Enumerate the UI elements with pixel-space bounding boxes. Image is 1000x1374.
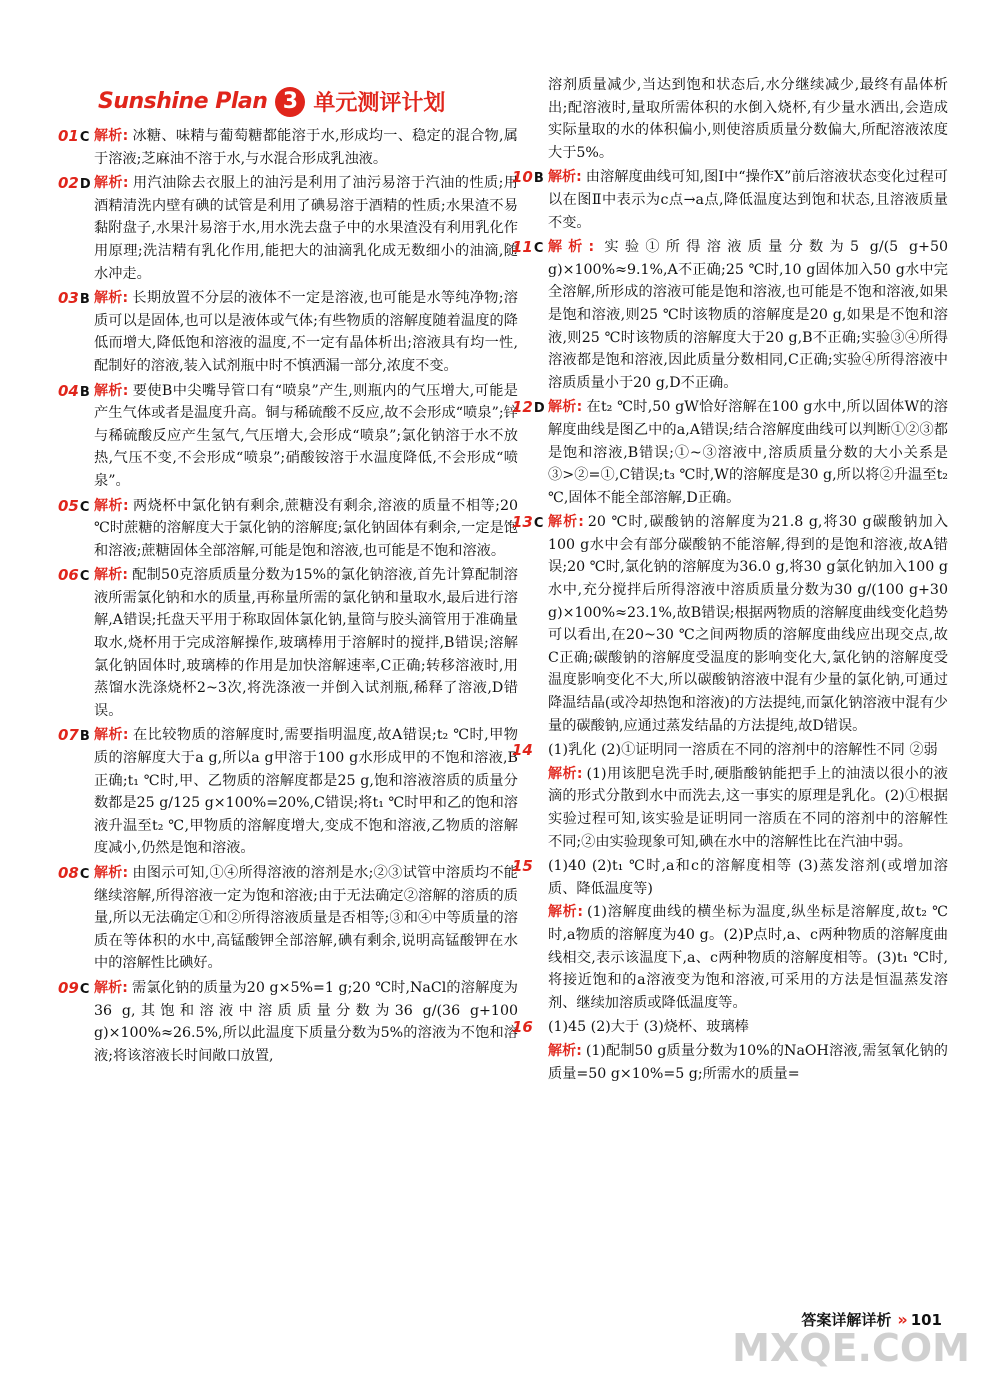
question-number-text: 06 xyxy=(58,566,79,585)
question-number xyxy=(512,166,544,191)
answer-letter: C xyxy=(79,130,90,145)
question-number-text: 12 xyxy=(512,398,533,417)
section-title: 单元测评计划 xyxy=(313,91,446,116)
analysis-label: 解析: xyxy=(548,904,583,921)
analysis-label: 解析: xyxy=(548,514,584,531)
answer-text: 两烧杯中氯化钠有剩余,蔗糖没有剩余,溶液的质量不相等;20 ℃时蔗糖的溶解度大于氯化钠的溶解度;氯化钠固体有剩余,一定是饱和溶液;蔗糖固体全部溶解,可能是饱和溶液,也可能是不饱和溶液。 xyxy=(94,497,518,559)
answer-letter: C xyxy=(533,516,544,532)
answer-letter: C xyxy=(533,241,544,257)
answer-item xyxy=(512,511,948,737)
question-number-text: 10 xyxy=(512,168,533,187)
question-number-text: 03 xyxy=(58,289,79,308)
answer-text: 用汽油除去衣服上的油污是利用了油污易溶于汽油的性质;用酒精清洗内壁有碘的试管是利用了碘易溶于酒精的性质;水果渣不易黏附盘子,水果汁易溶于水,用水洗去盘子中的水果渣没有利用乳化作用原理;洗洁精有乳化作用,能把大的油滴乳化成无数细小的油滴,随水冲走。 xyxy=(94,175,518,282)
left-column xyxy=(58,86,518,1069)
analysis-label: 解析: xyxy=(548,239,595,256)
plan-number-badge: 3 xyxy=(275,87,305,117)
analysis-block xyxy=(548,763,948,853)
question-number xyxy=(512,855,533,878)
question-number xyxy=(58,125,89,150)
answer-letter: D xyxy=(533,401,545,417)
answer-item xyxy=(512,236,948,394)
analysis-label: 解析: xyxy=(94,382,129,399)
analysis-block xyxy=(548,1040,948,1085)
analysis-label: 解析: xyxy=(94,979,128,996)
analysis-label: 解析: xyxy=(548,1042,582,1059)
answer-text: 由溶解度曲线可知,图Ⅰ中“操作X”前后溶液状态变化过程可以在图Ⅱ中表示为c点→a点,降低温度达到饱和状态,且溶液质量不变。 xyxy=(548,169,948,231)
analysis-text: (1)溶解度曲线的横坐标为温度,纵坐标是溶解度,故t₂ ℃时,a物质的溶解度为40 g。(2)P点时,a、c两种物质的溶解度曲线相交,表示该温度下,a、c两种物质的溶解度相等。(3)t₁ ℃时,将接近饱和的a溶液变为饱和溶液,可采用的方法是恒温蒸发溶剂、继续加溶质或降低温度等。 xyxy=(548,904,948,1011)
section-header xyxy=(98,86,518,117)
answer-letter: B xyxy=(79,729,90,745)
brand-title: Sunshine Plan xyxy=(98,89,268,114)
answer-text: 长期放置不分层的液体不一定是溶液,也可能是水等纯净物;溶质可以是固体,也可以是液体或气体;有些物质的溶解度随着温度的降低而增大,降低饱和溶液的温度,不一定有晶体析出;溶液具有均一性,配制好的溶液,装入试剂瓶中时不慎洒漏一部分,浓度不变。 xyxy=(94,290,518,374)
answer-text: 实验①所得溶液质量分数为5 g/(5 g+50 g)×100%≈9.1%,A不正确;25 ℃时,10 g固体加入50 g水中完全溶解,所形成的溶液可能是饱和溶液,也可能是不饱和溶液,如果是饱和溶液,则25 ℃时该物质的溶解度是20 g,如果是不饱和溶液,则25 ℃时该物质的溶解度大于20 g,B不正确;实验③④所得溶液都是饱和溶液,因此质量分数相同,C正确;实验④所得溶液中溶质质量小于20 g,D不正确。 xyxy=(548,239,948,391)
question-number xyxy=(512,739,533,762)
question-number xyxy=(58,977,89,1002)
answer-letter: C xyxy=(79,499,90,515)
answer-letter: B xyxy=(79,292,90,308)
answer-item xyxy=(58,564,518,722)
question-number-text: 01 xyxy=(58,127,79,145)
double-arrow-icon: » xyxy=(897,1310,905,1329)
left-answer-list xyxy=(58,125,518,1067)
question-number xyxy=(512,236,543,261)
answer-item xyxy=(512,166,948,234)
question-number xyxy=(512,396,545,421)
question-number-text: 02 xyxy=(58,174,79,193)
question-number xyxy=(58,172,91,197)
analysis-label: 解析: xyxy=(548,169,582,186)
question-number-text: 07 xyxy=(58,726,79,745)
analysis-label: 解析: xyxy=(548,399,583,416)
question-number-text: 11 xyxy=(512,238,533,257)
answer-item xyxy=(58,724,518,860)
answer-text: 需氯化钠的质量为20 g×5%=1 g;20 ℃时,NaCl的溶解度为36 g,其饱和溶液中溶质质量分数为36 g/(36 g+100 g)×100%≈26.5%,所以此温度下质量分数为5%的溶液为不饱和溶液;将该溶液长时间敞口放置, xyxy=(94,979,518,1064)
analysis-text: (1)配制50 g质量分数为10%的NaOH溶液,需氢氧化钠的质量=50 g×10%=5 g;所需水的质量= xyxy=(548,1042,948,1082)
analysis-label: 解析: xyxy=(94,865,129,881)
analysis-label: 解析: xyxy=(94,290,129,307)
answer-text: (1)40 (2)t₁ ℃时,a和c的溶解度相等 (3)蒸发溶剂(或增加溶质、降低温度等) xyxy=(548,858,948,897)
answer-letter: C xyxy=(79,867,90,882)
watermark xyxy=(732,1328,970,1368)
analysis-block xyxy=(548,901,948,1014)
analysis-label: 解析: xyxy=(94,497,129,514)
question-number xyxy=(512,1016,533,1039)
answer-text: (1)乳化 (2)①证明同一溶质在不同的溶剂中的溶解性不同 ②弱 xyxy=(548,742,938,759)
answer-item xyxy=(512,74,948,164)
answer-letter: B xyxy=(533,171,544,187)
answer-letter: C xyxy=(79,569,90,585)
answer-text: 由图示可知,①④所得溶液的溶剂是水;②③试管中溶质均不能继续溶解,所得溶液一定为饱和溶液;由于无法确定②溶解的溶质的质量,所以无法确定①和②所得溶液质量是否相等;③和④中等质量的溶质在等体积的水中,高锰酸钾全部溶解,碘有剩余,说明高锰酸钾在水中的溶解性比碘好。 xyxy=(94,865,518,972)
question-number xyxy=(58,495,89,520)
answer-item xyxy=(58,862,518,975)
answer-item xyxy=(58,172,518,285)
answer-letter: D xyxy=(79,177,91,193)
question-number-text: 09 xyxy=(58,978,79,997)
answer-item xyxy=(512,396,948,509)
footer-label: 答案详解详析 xyxy=(801,1311,892,1329)
answer-text: 在比较物质的溶解度时,需要指明温度,故A错误;t₂ ℃时,甲物质的溶解度大于a g,所以a g甲溶于100 g水形成甲的不饱和溶液,B正确;t₁ ℃时,甲、乙物质的溶解度都是25 g,饱和溶液溶质的质量分数都是25 g/125 g×100%=20%,C错误;将t₁ ℃时甲和乙的饱和溶液升温至t₂ ℃,甲物质的溶解度增大,变成不饱和溶液,乙物质的溶解度减小,仍然是饱和溶液。 xyxy=(94,727,518,857)
answer-item xyxy=(58,380,518,493)
question-number-text: 05 xyxy=(58,496,79,515)
answer-text: 要使B中尖嘴导管口有“喷泉”产生,则瓶内的气压增大,可能是产生气体或者是温度升高。铜与稀硫酸不反应,故不会形成“喷泉”;锌与稀硫酸反应产生氢气,气压增大,会形成“喷泉”;氯化钠溶于水不放热,气压不变,不会形成“喷泉”;硝酸铵溶于水温度降低,不会形成“喷泉”。 xyxy=(94,382,518,489)
answer-item xyxy=(512,739,948,853)
answer-item xyxy=(58,495,518,563)
question-number-text: 13 xyxy=(512,513,533,532)
question-number-text: 08 xyxy=(58,864,79,882)
analysis-label: 解析: xyxy=(94,175,129,192)
analysis-label: 解析: xyxy=(94,567,129,584)
answer-letter: C xyxy=(79,981,90,997)
answer-text: 在t₂ ℃时,50 gW恰好溶解在100 g水中,所以固体W的溶解度曲线是图乙中的a,A错误;结合溶解度曲线可以判断①②③都是饱和溶液,B错误;①~③溶液中,溶质质量分数的大小关系是③>②=①,C错误;t₃ ℃时,W的溶解度是30 g,所以将②升温至t₂ ℃,固体不能全部溶解,D正确。 xyxy=(548,399,948,506)
answer-text: 溶剂质量减少,当达到饱和状态后,水分继续减少,最终有晶体析出;配溶液时,量取所需体积的水倒入烧杯,有少量水洒出,会造成实际量取的水的体积偏小,则使溶质质量分数偏大,所配溶液浓度大于5%。 xyxy=(548,77,948,161)
answer-text: (1)45 (2)大于 (3)烧杯、玻璃棒 xyxy=(548,1019,749,1036)
analysis-text: (1)用该肥皂洗手时,硬脂酸钠能把手上的油渍以很小的液滴的形式分散到水中而洗去,这一事实的原理是乳化。(2)①根据实验过程可知,该实验是证明同一溶质在不同的溶剂中的溶解性不同;②由实验现象可知,碘在水中的溶解性比在汽油中弱。 xyxy=(548,765,948,850)
question-number xyxy=(58,724,90,749)
analysis-label: 解析: xyxy=(94,727,129,744)
right-column xyxy=(512,74,948,1087)
answer-text: 20 ℃时,碳酸钠的溶解度为21.8 g,将30 g碳酸钠加入100 g水中会有部分碳酸钠不能溶解,得到的是饱和溶液,故A错误;20 ℃时,氯化钠的溶解度为36.0 g,将30 g氯化钠加入100 g水中,充分搅拌后所得溶液中溶质质量分数为30 g/(100 g+30 g)×100%≈23.1%,故B错误;根据两物质的溶解度曲线变化趋势可以看出,在20~30 ℃之间两物质的溶解度曲线应出现交点,故C正确;碳酸钠的溶解度受温度的影响变化大,氯化钠的溶解度受温度影响变化不大,所以碳酸钠溶液中混有少量的氯化钠,可通过降温结晶(或冷却热饱和溶液)的方法提纯,而氯化钠溶液中混有少量的碳酸钠,应通过蒸发结晶的方法提纯,故D错误。 xyxy=(548,514,949,734)
answer-item xyxy=(58,977,518,1067)
question-number xyxy=(58,862,89,887)
question-number-text: 14 xyxy=(512,741,533,760)
answer-item xyxy=(512,855,948,1014)
question-number xyxy=(58,564,89,589)
question-number xyxy=(58,380,90,405)
question-number-text: 15 xyxy=(512,857,533,876)
answer-text: 冰糖、味精与葡萄糖都能溶于水,形成均一、稳定的混合物,属于溶液;芝麻油不溶于水,与水混合形成乳浊液。 xyxy=(94,128,518,167)
right-answer-list xyxy=(512,74,948,1085)
page-number: 101 xyxy=(910,1310,942,1329)
answer-text: 配制50克溶质质量分数为15%的氯化钠溶液,首先计算配制溶液所需氯化钠和水的质量,再称量所需的氯化钠和量取水,最后进行溶解,A错误;托盘天平用于称取固体氯化钠,量筒与胶头滴管用于准确量取水,烧杯用于完成溶解操作,玻璃棒用于溶解时的搅拌,B错误;溶解氯化钠固体时,玻璃棒的作用是加快溶解速率,C正确;转移溶液时,用蒸馏水洗涤烧杯2~3次,将洗涤液一并倒入试剂瓶,稀释了溶液,D错误。 xyxy=(94,567,518,719)
answer-letter: B xyxy=(79,384,90,400)
question-number xyxy=(58,287,90,312)
answer-item xyxy=(58,287,518,377)
answer-item xyxy=(512,1016,948,1085)
answer-item xyxy=(58,125,518,170)
watermark-text: MXQE.COM xyxy=(732,1326,970,1370)
question-number-text: 16 xyxy=(512,1018,533,1037)
question-number xyxy=(512,511,543,536)
analysis-label: 解析: xyxy=(94,128,129,144)
question-number-text: 04 xyxy=(58,381,79,400)
analysis-label: 解析: xyxy=(548,765,583,782)
